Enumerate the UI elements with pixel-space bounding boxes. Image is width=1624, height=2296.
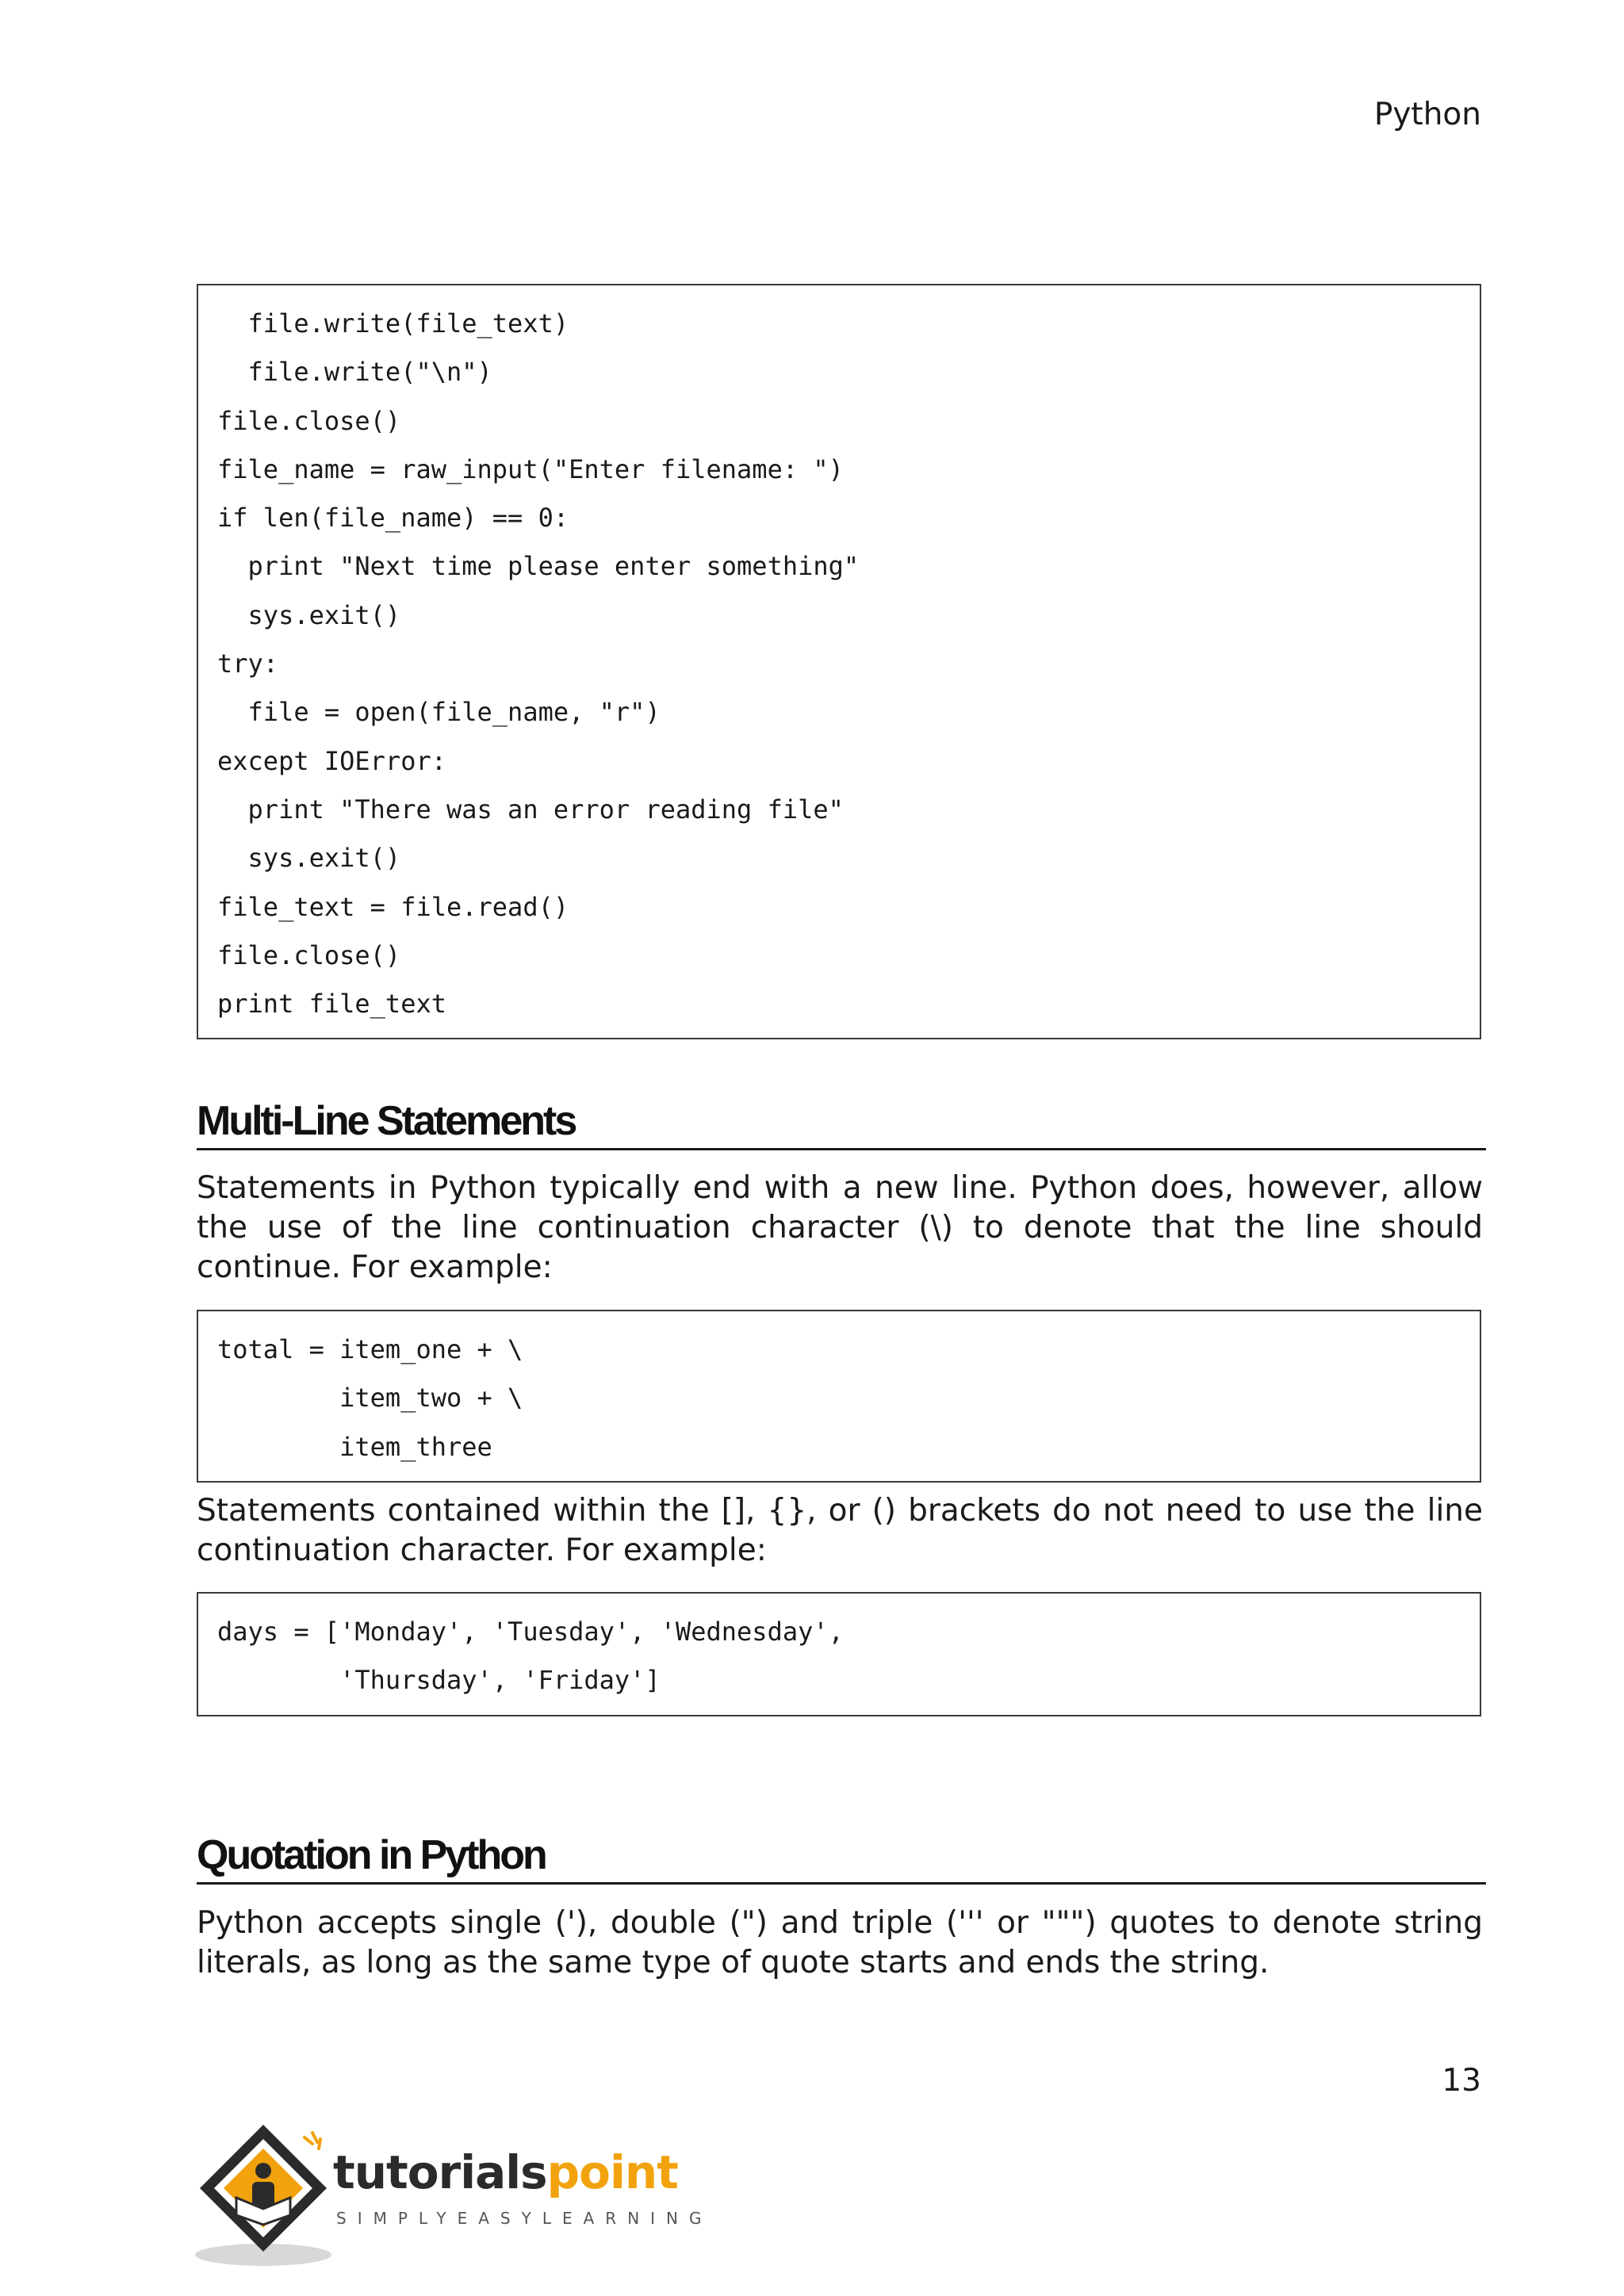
code-line: except IOError: (217, 745, 446, 776)
code-line: file_text = file.read() (217, 891, 569, 922)
code-line: print "There was an error reading file" (217, 794, 844, 825)
code-line: file_name = raw_input("Enter filename: ") (217, 453, 844, 484)
code-block-line-continuation (197, 1310, 1481, 1483)
section-heading-quotation: Quotation in Python (197, 1831, 1486, 1885)
logo-word-point: point (546, 2145, 678, 2199)
code-line: sys.exit() (217, 843, 401, 874)
code-line: file.close() (217, 405, 401, 436)
code-line: try: (217, 649, 279, 679)
code-line: item_three (217, 1431, 492, 1462)
code-line: item_two + \ (217, 1383, 523, 1414)
logo-emblem-icon (193, 2122, 352, 2267)
code-block-days-list (197, 1592, 1481, 1716)
tutorialspoint-logo (193, 2122, 713, 2267)
code-line: file = open(file_name, "r") (217, 697, 661, 728)
code-line: print "Next time please enter something" (217, 551, 860, 582)
code-line: 'Thursday', 'Friday'] (217, 1665, 661, 1696)
logo-word-tutorials: tutorials (333, 2145, 547, 2199)
code-line: if len(file_name) == 0: (217, 503, 569, 534)
running-header: Python (1373, 97, 1481, 132)
code-line: file.close() (217, 939, 401, 970)
paragraph-quotes: Python accepts single ('), double (") and triple (''' or """) quotes to denote string literals, as long as the same type of quote starts and ends the string. (197, 1905, 1483, 1980)
paragraph-brackets: Statements contained within the [], {}, or () brackets do not need to use the line continuation character. For example: (197, 1493, 1483, 1568)
code-line: file.write("\n") (217, 357, 492, 388)
code-line: sys.exit() (217, 599, 401, 630)
logo-wordmark (333, 2145, 678, 2199)
logo-tagline: SIMPLYEASYLEARNING (336, 2209, 713, 2228)
code-block-file-read (197, 284, 1481, 1039)
page-number: 13 (1442, 2063, 1481, 2099)
section-heading-multiline: Multi-Line Statements (197, 1097, 1486, 1150)
code-line: total = item_one + \ (217, 1334, 523, 1364)
paragraph-line-continuation: Statements in Python typically end with a new line. Python does, however, allow the use of the line continuation character (\) to denote that the line should continue. For example: (197, 1170, 1483, 1285)
code-line: days = ['Monday', 'Tuesday', 'Wednesday', (217, 1617, 844, 1647)
code-line: print file_text (217, 989, 446, 1020)
code-line: file.write(file_text) (217, 308, 569, 339)
